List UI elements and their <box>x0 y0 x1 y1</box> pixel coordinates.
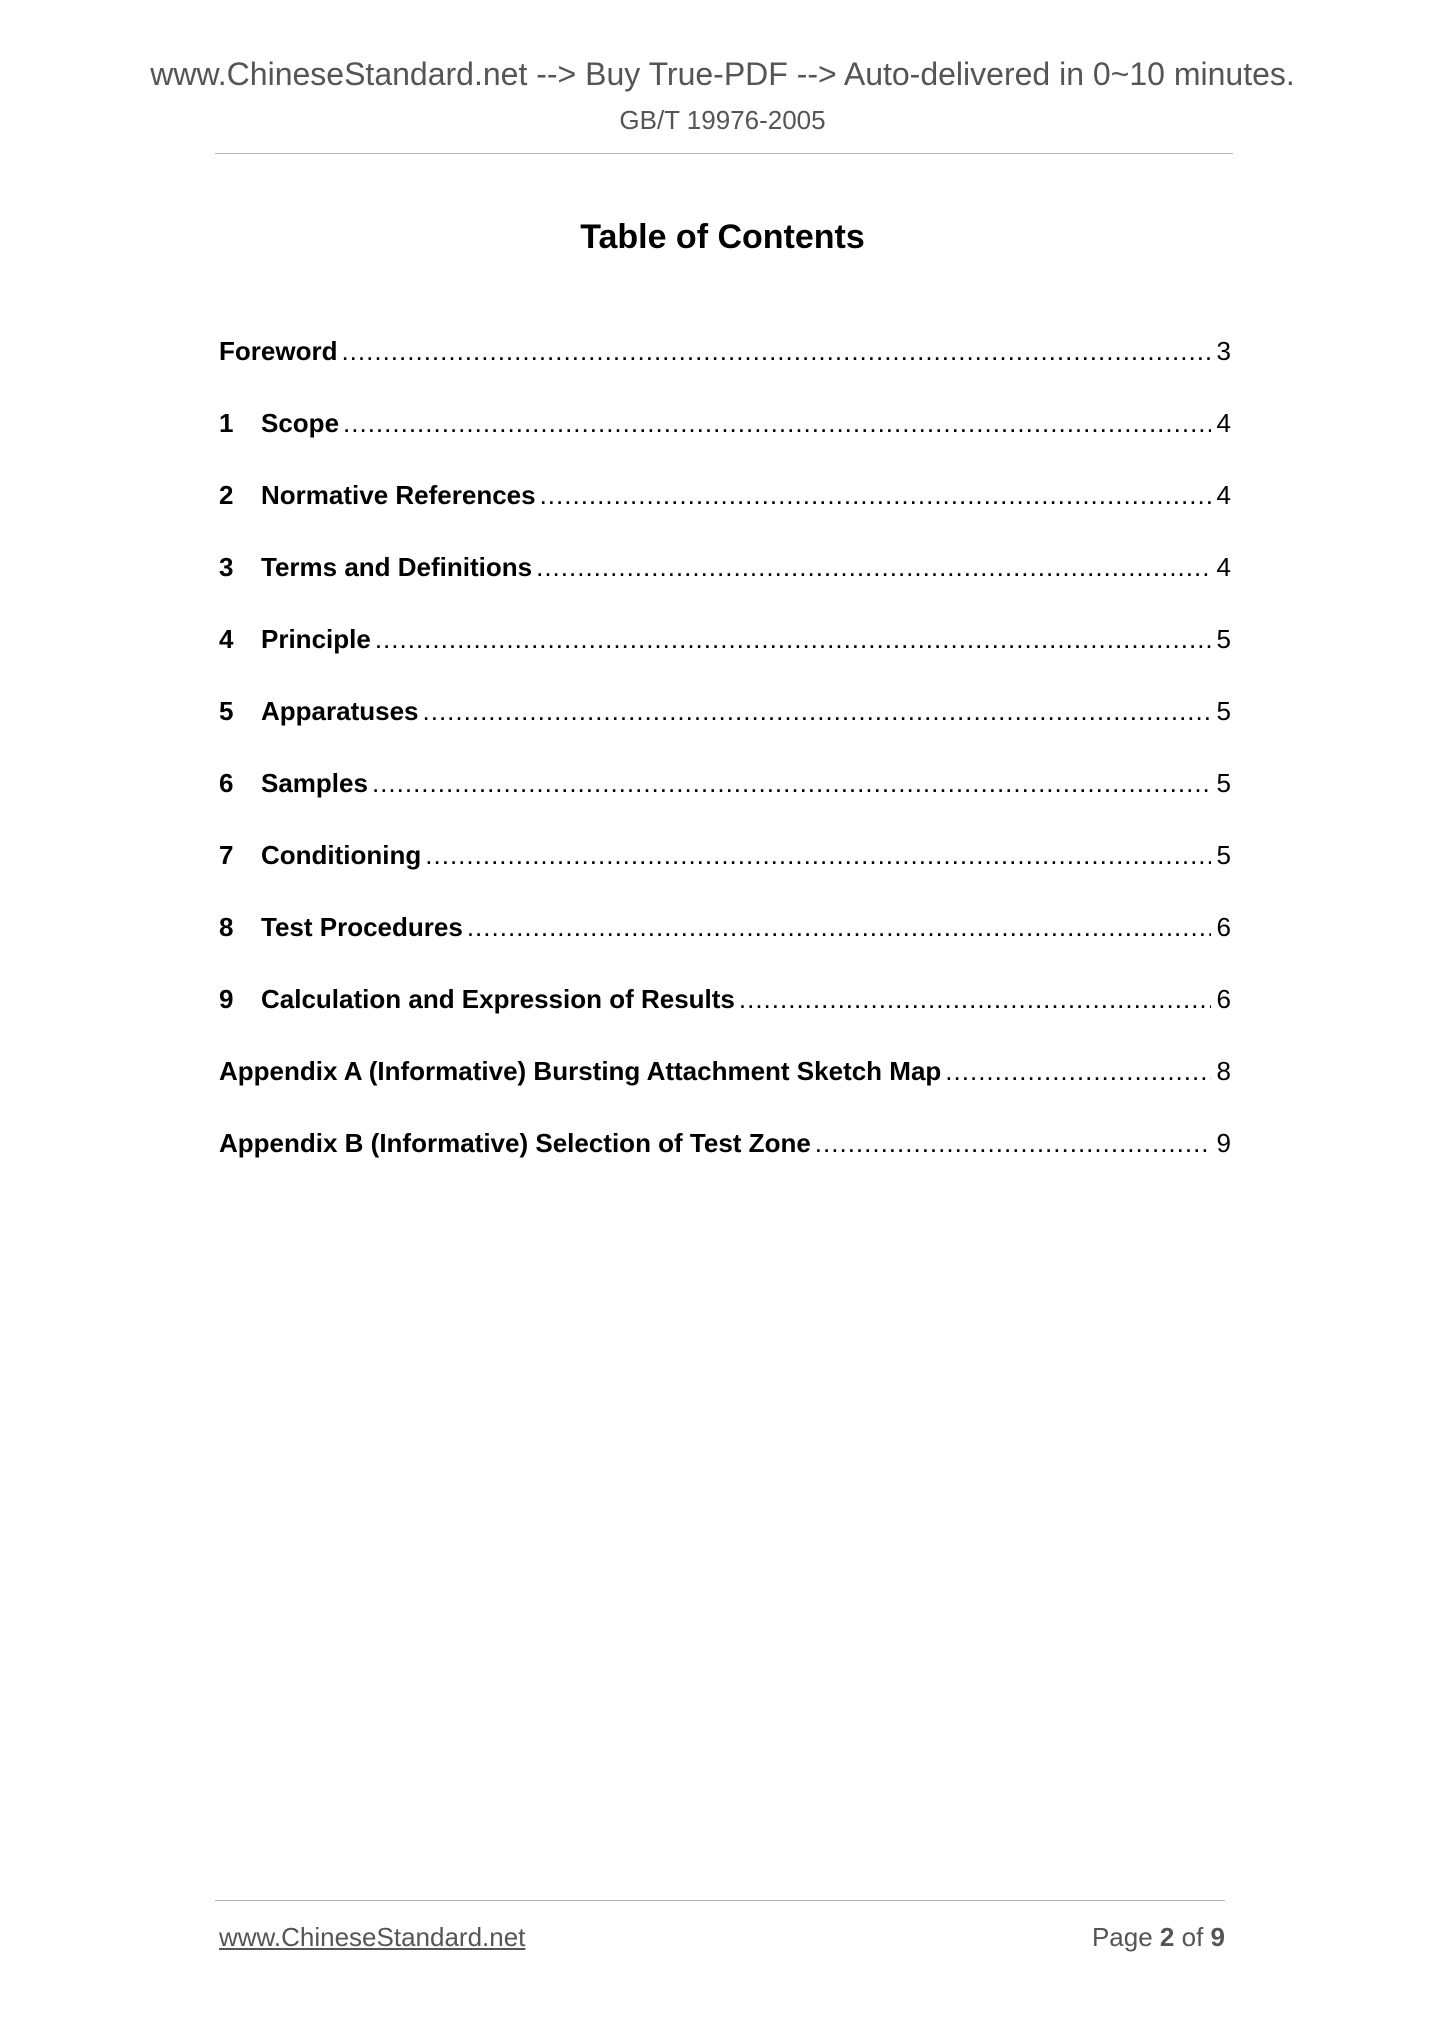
toc-entry-label: Scope <box>261 408 340 438</box>
page-total: 9 <box>1210 1922 1225 1952</box>
toc-entry-page: 3 <box>1216 336 1231 366</box>
toc-entry-label: Samples <box>261 768 368 798</box>
toc-entry-number: 8 <box>219 912 234 942</box>
toc-entry-label: Normative References <box>261 480 536 510</box>
toc-entry-page: 4 <box>1216 480 1231 510</box>
toc-entry-conditioning[interactable] <box>219 840 1231 912</box>
toc-entry-number: 5 <box>219 696 234 726</box>
page-indicator <box>1092 1922 1225 1953</box>
page-current: 2 <box>1159 1922 1175 1952</box>
toc-entry-page: 4 <box>1216 408 1231 438</box>
toc-entry-appendix-a[interactable] <box>219 1056 1231 1128</box>
toc-entry-label: Foreword <box>219 336 338 366</box>
toc-entry-foreword[interactable] <box>219 336 1231 408</box>
toc-entry-label: Terms and Definitions <box>261 552 533 582</box>
toc-entry-samples[interactable] <box>219 768 1231 840</box>
toc-entry-number: 3 <box>219 552 234 582</box>
toc-entry-number: 7 <box>219 840 234 870</box>
toc-leader-dots <box>540 480 1211 511</box>
toc-entry-scope[interactable] <box>219 408 1231 480</box>
footer-divider <box>215 1900 1225 1901</box>
header-divider <box>215 153 1233 154</box>
toc-title: Table of Contents <box>580 218 865 256</box>
toc-entry-label: Principle <box>261 624 371 654</box>
toc-entry-page: 6 <box>1216 912 1231 942</box>
toc-entry-page: 8 <box>1216 1056 1231 1086</box>
toc-leader-dots <box>739 984 1211 1015</box>
page-prefix: Page <box>1091 1922 1153 1952</box>
toc-entry-appendix-b[interactable] <box>219 1128 1231 1200</box>
toc-leader-dots <box>425 840 1210 871</box>
toc-leader-dots <box>945 1056 1210 1087</box>
footer-site-link[interactable]: www.ChineseStandard.net <box>219 1922 526 1952</box>
toc-list <box>219 336 1231 1200</box>
toc-entry-number: 4 <box>219 624 234 654</box>
toc-entry-page: 5 <box>1216 768 1231 798</box>
toc-entry-number: 9 <box>219 984 234 1014</box>
toc-entry-calculation-and-expression[interactable] <box>219 984 1231 1056</box>
toc-entry-page: 5 <box>1216 696 1231 726</box>
toc-leader-dots <box>372 768 1211 799</box>
toc-entry-number: 1 <box>219 408 234 438</box>
toc-entry-label: Appendix A (Informative) Bursting Attachment Sketch Map <box>219 1056 942 1086</box>
toc-entry-test-procedures[interactable] <box>219 912 1231 984</box>
toc-entry-apparatuses[interactable] <box>219 696 1231 768</box>
toc-entry-label: Calculation and Expression of Results <box>261 984 735 1014</box>
standard-id: GB/T 19976-2005 <box>619 105 826 135</box>
toc-entry-label: Appendix B (Informative) Selection of Test Zone <box>219 1128 811 1158</box>
toc-entry-principle[interactable] <box>219 624 1231 696</box>
toc-leader-dots <box>423 696 1211 727</box>
toc-leader-dots <box>341 336 1210 367</box>
toc-leader-dots <box>536 552 1210 583</box>
toc-entry-terms-and-definitions[interactable] <box>219 552 1231 624</box>
page-of: of <box>1181 1922 1204 1952</box>
toc-entry-page: 4 <box>1216 552 1231 582</box>
toc-entry-page: 6 <box>1216 984 1231 1014</box>
toc-entry-normative-references[interactable] <box>219 480 1231 552</box>
toc-entry-number: 6 <box>219 768 234 798</box>
toc-entry-label: Test Procedures <box>261 912 463 942</box>
toc-leader-dots <box>343 408 1211 439</box>
toc-entry-label: Apparatuses <box>261 696 419 726</box>
toc-leader-dots <box>375 624 1211 655</box>
toc-entry-label: Conditioning <box>261 840 422 870</box>
toc-leader-dots <box>467 912 1211 943</box>
toc-leader-dots <box>815 1128 1211 1159</box>
toc-entry-number: 2 <box>219 480 234 510</box>
header-banner: www.ChineseStandard.net --> Buy True-PDF --> Auto-delivered in 0~10 minutes. <box>150 56 1295 92</box>
toc-entry-page: 5 <box>1216 624 1231 654</box>
toc-entry-page: 9 <box>1216 1128 1231 1158</box>
toc-entry-page: 5 <box>1216 840 1231 870</box>
